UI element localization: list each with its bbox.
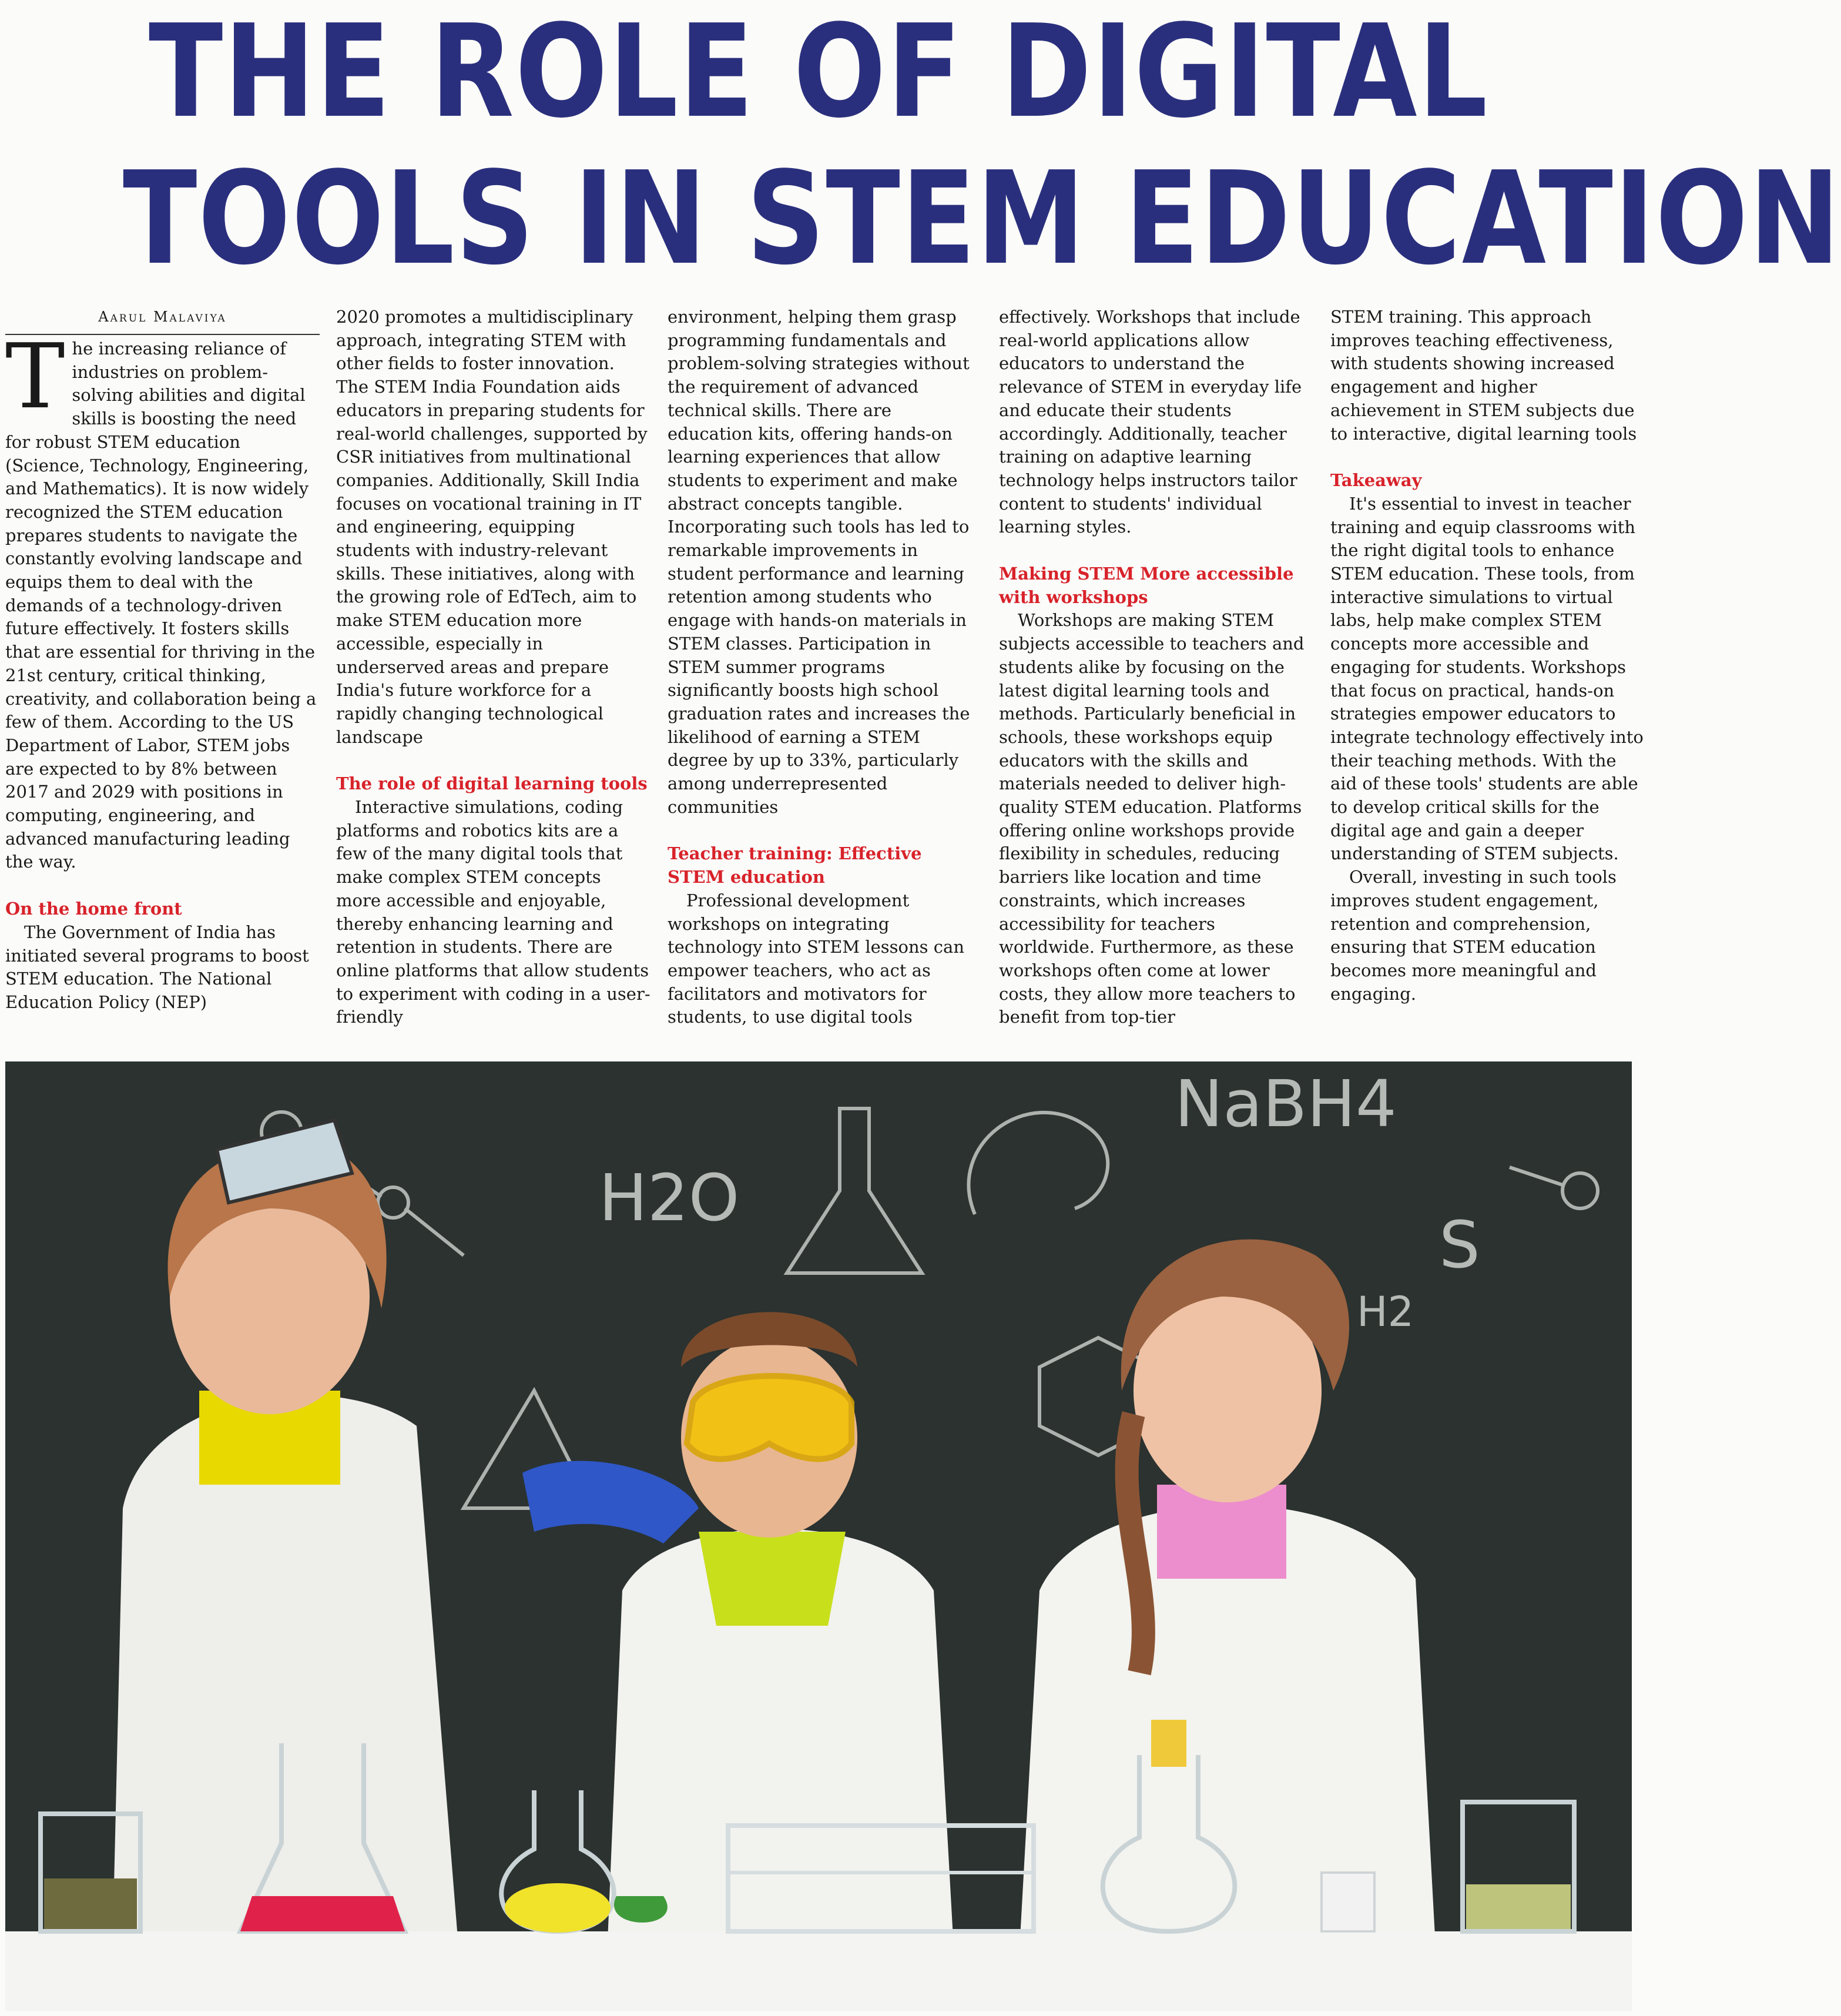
lab-illustration	[5, 1061, 1632, 2011]
article-column-5	[1330, 306, 1645, 1058]
chalk-label-s: S	[1439, 1207, 1480, 1282]
article-column-1	[5, 306, 320, 1058]
intro-paragraph	[5, 324, 320, 874]
chalk-label-h2: H2	[1357, 1288, 1414, 1336]
paragraph: STEM training. This approach improves teaching effectiveness, with students showing increased engagement and higher achievement in STEM subjects due to interactive, digital learning tools	[1330, 307, 1637, 444]
article-column-3	[668, 306, 982, 1058]
intro-text: he increasing reliance of industries on problem-solving abilities and digital skills is boosting the need for robust STEM education (Science, Technology, Engineering, and Mathematics). It is now widely recognized the STEM education prepares students to navigate the constantly evolving landscape and equips them to deal with the demands of a technology-driven future effectively. It fosters skills that are essential for thriving in the 21st century, critical thinking, creativity, and collaboration being a few of them. According to the US Department of Labor, STEM jobs are expected to by 8% between 2017 and 2029 with positions in computing, engineering, and advanced manufacturing leading the way.	[5, 339, 317, 872]
lab-photo	[5, 1061, 1632, 2011]
chalk-label-nabh4: NaBH4	[1175, 1066, 1397, 1141]
paragraph: Interactive simulations, coding platforms and robotics kits are a few of the many digital tools that make complex STEM concepts more accessible and enjoyable, thereby enhancing learning and retention in students. There are online platforms that allow students to experiment with coding in a user-friendly	[336, 797, 650, 1027]
article-column-4	[999, 306, 1313, 1058]
subheading-home-front: On the home front	[5, 899, 182, 919]
paragraph: The Government of India has initiated several programs to boost STEM education. The National Education Policy (NEP)	[5, 922, 309, 1012]
article-column-2	[336, 306, 650, 1058]
headline-line-1: THE ROLE OF DIGITAL	[148, 0, 1489, 146]
paragraph: Professional development workshops on integrating technology into STEM lessons can empower teachers, who act as facilitators and motivators for students, to use digital tools	[668, 890, 964, 1027]
paragraph: Workshops are making STEM subjects accessible to teachers and students alike by focusing on the latest digital learning tools and methods. Particularly beneficial in schools, these workshops equip educators with the skills and materials needed to deliver high-quality STEM education. Platforms offering online workshops provide flexibility in schedules, reducing barriers like location and time constraints, which increases accessibility for teachers worldwide. Furthermore, as these workshops often come at lower costs, they allow more teachers to benefit from top-tier	[999, 610, 1305, 1027]
paragraph: environment, helping them grasp programming fundamentals and problem-solving strategies without the requirement of advanced technical skills. There are education kits, offering hands-on learning experiences that allow students to experiment and make abstract concepts tangible. Incorporating such tools has led to remarkable improvements in student performance and learning retention among students who engage with hands-on materials in STEM classes. Participation in STEM summer programs significantly boosts high school graduation rates and increases the likelihood of earning a STEM degree by up to 33%, particularly among underrepresented communities	[668, 307, 970, 817]
subheading-workshops: Making STEM More accessible with workshops	[999, 564, 1294, 607]
drop-cap: T	[5, 324, 65, 428]
lab-bench	[5, 1931, 1632, 2011]
chalk-label-h2o: H2O	[599, 1160, 740, 1235]
headline-line-2: TOOLS IN STEM EDUCATION	[122, 145, 1841, 293]
subheading-teacher-training: Teacher training: Effective STEM education	[668, 843, 922, 888]
subheading-takeaway: Takeaway	[1330, 470, 1422, 491]
paragraph: 2020 promotes a multidisciplinary approach, integrating STEM with other fields to foster innovation. The STEM India Foundation aids educators in preparing students for real-world challenges, supported by CSR initiatives from multinational companies. Additionally, Skill India focuses on vocational training in IT and engineering, equipping students with industry-relevant skills. These initiatives, along with the growing role of EdTech, aim to make STEM education more accessible, especially in underserved areas and prepare India's future workforce for a rapidly changing technological landscape	[336, 307, 648, 747]
subheading-digital-tools: The role of digital learning tools	[336, 773, 648, 794]
paragraph: It's essential to invest in teacher training and equip classrooms with the right digital tools to enhance STEM education. These tools, from interactive simulations to virtual labs, help make complex STEM concepts more accessible and engaging for students. Workshops that focus on practical, hands-on strategies empower educators to integrate technology effectively into their teaching methods. With the aid of these tools' students are able to develop critical skills for the digital age and gain a deeper understanding of STEM subjects.	[1330, 493, 1644, 864]
paragraph: Overall, investing in such tools improves student engagement, retention and comprehension, ensuring that STEM education becomes more meaningful and engaging.	[1330, 867, 1617, 1004]
byline: Aarul Malaviya	[5, 306, 320, 335]
paragraph: effectively. Workshops that include real-world applications allow educators to understand the relevance of STEM in everyday life and educate their students accordingly. Additionally, teacher training on adaptive learning technology helps instructors tailor content to students' individual learning styles.	[999, 307, 1302, 537]
